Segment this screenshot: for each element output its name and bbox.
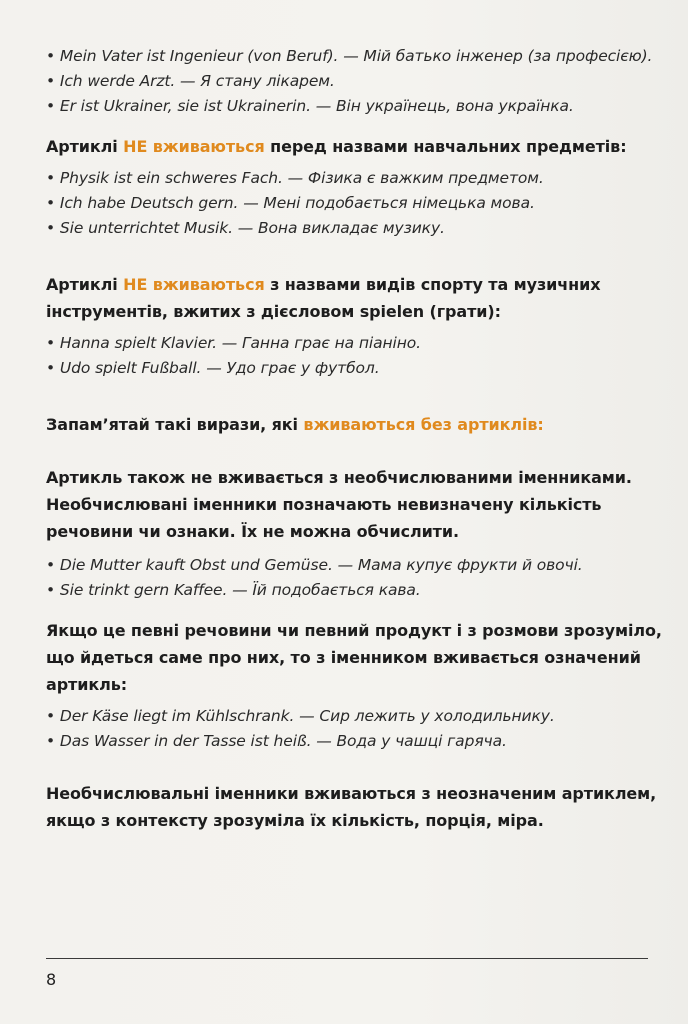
- rule-heading-sports-instruments: Артиклі НЕ вживаються з назвами видів спорту та музичних інструментів, вжитих з дієсловом spielen (грати):: [46, 275, 601, 321]
- example-line: • Mein Vater ist Ingenieur (von Beruf). — Мій батько інженер (за професією).: [46, 47, 653, 65]
- highlight-text: НЕ вживаються: [123, 275, 265, 294]
- rule-heading-expressions: Запам’ятай такі вирази, які вживаються без артиклів:: [46, 415, 544, 434]
- example-line: • Ich werde Arzt. — Я стану лікарем.: [46, 72, 335, 90]
- example-line: • Das Wasser in der Tasse ist heiß. — Вода у чашці гаряча.: [46, 732, 507, 750]
- example-line: • Sie unterrichtet Musik. — Вона викладає музику.: [46, 219, 445, 237]
- example-line: • Er ist Ukrainer, sie ist Ukrainerin. — Він українець, вона українка.: [46, 97, 574, 115]
- rule-heading-indefinite-article: Необчислювальні іменники вживаються з неозначеним артиклем, якщо з контексту зрозуміла їх кількість, порція, міра.: [46, 784, 657, 830]
- example-line: • Der Käse liegt im Kühlschrank. — Сир лежить у холодильнику.: [46, 707, 555, 725]
- example-line: • Hanna spielt Klavier. — Ганна грає на піаніно.: [46, 334, 422, 352]
- example-line: • Udo spielt Fußball. — Удо грає у футбол.: [46, 359, 380, 377]
- example-line: • Sie trinkt gern Kaffee. — Їй подобається кава.: [46, 581, 421, 599]
- rule-heading-school-subjects: Артиклі НЕ вживаються перед назвами навчальних предметів:: [46, 137, 627, 156]
- rule-heading-uncountable: Артикль також не вживається з необчислюваними іменниками. Необчислювані іменники позначають невизначену кількість речовини чи ознаки. Їх не можна обчислити.: [46, 468, 632, 541]
- rule-heading-definite-article: Якщо це певні речовини чи певний продукт і з розмови зрозуміло, що йдеться саме про них, то з іменником вживається означений артикль:: [46, 621, 662, 694]
- example-line: • Ich habe Deutsch gern. — Мені подобається німецька мова.: [46, 194, 535, 212]
- page-content: [46, 44, 662, 834]
- highlight-text: вживаються без артиклів:: [303, 415, 544, 434]
- footer-divider: [46, 958, 648, 959]
- page-number: 8: [46, 970, 57, 989]
- example-line: • Die Mutter kauft Obst und Gemüse. — Мама купує фрукти й овочі.: [46, 556, 583, 574]
- example-line: • Physik ist ein schweres Fach. — Фізика є важким предметом.: [46, 169, 544, 187]
- highlight-text: НЕ вживаються: [123, 137, 265, 156]
